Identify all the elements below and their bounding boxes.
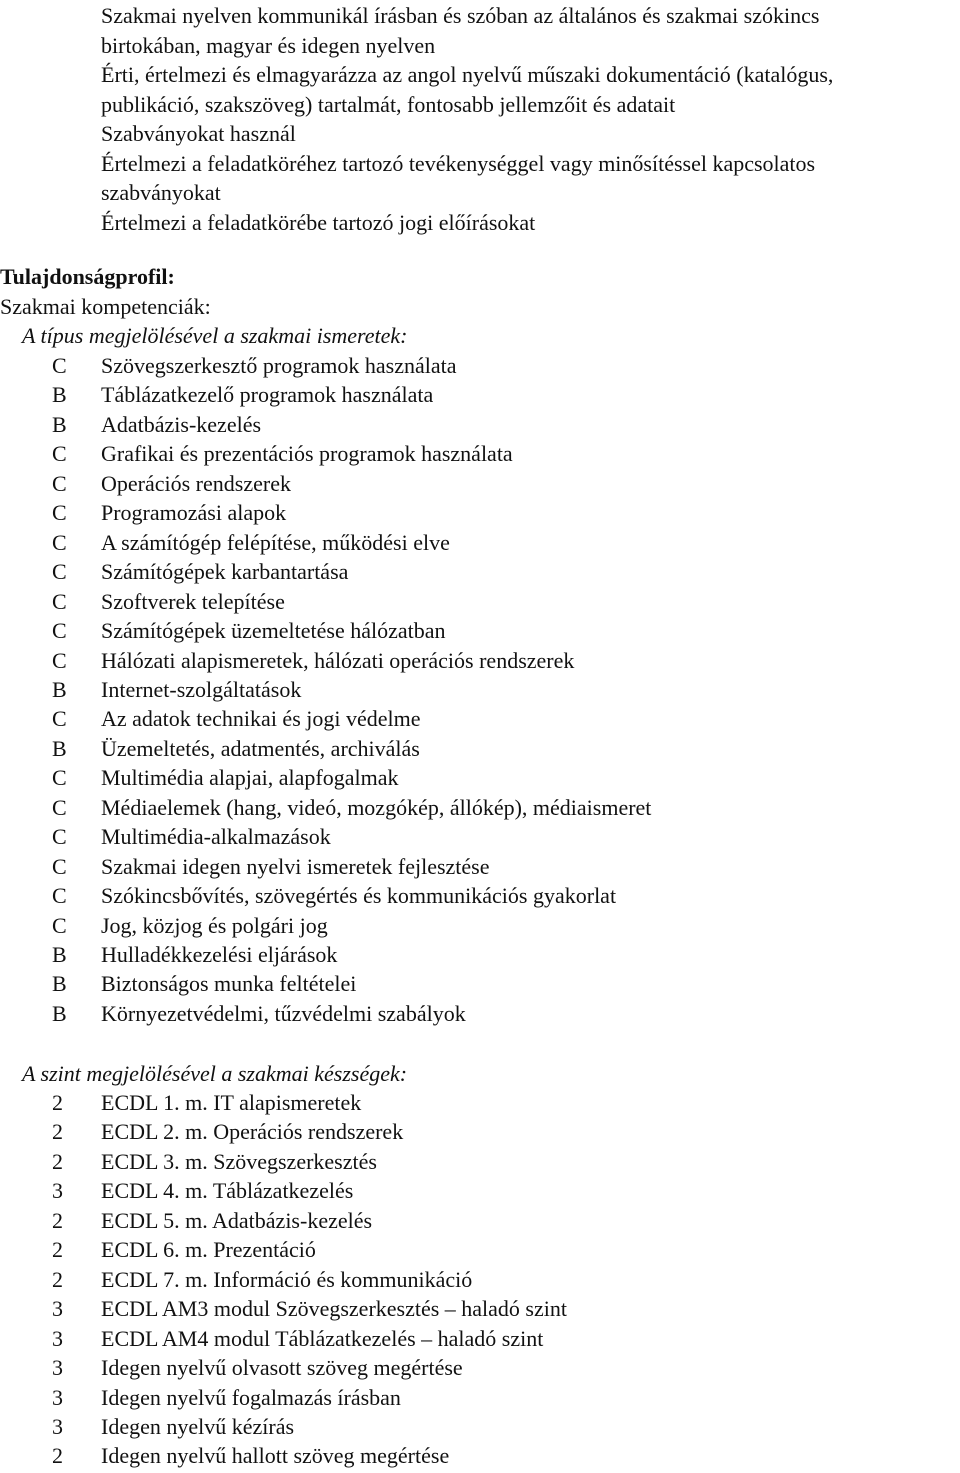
skill-item: ECDL 2. m. Operációs rendszerek	[101, 1119, 404, 1145]
knowledge-type-code: C	[52, 647, 67, 673]
knowledge-item: Multimédia alapjai, alapfogalmak	[101, 765, 399, 791]
knowledge-item: Internet-szolgáltatások	[101, 676, 302, 702]
knowledge-item: Táblázatkezelő programok használata	[101, 382, 434, 408]
skill-item: Idegen nyelvű olvasott szöveg megértése	[101, 1355, 463, 1381]
knowledge-item: Médiaelemek (hang, videó, mozgókép, állókép), médiaismeret	[101, 794, 652, 820]
knowledge-type-code: C	[52, 883, 67, 909]
knowledge-type-code: C	[52, 912, 67, 938]
skill-item: Idegen nyelvű hallott szöveg megértése	[101, 1443, 450, 1469]
skill-item: ECDL 5. m. Adatbázis-kezelés	[101, 1207, 373, 1233]
knowledge-item: Adatbázis-kezelés	[101, 411, 262, 437]
skill-level: 2	[52, 1148, 63, 1174]
knowledge-type-code: C	[52, 500, 67, 526]
knowledge-item: Hálózati alapismeretek, hálózati operációs rendszerek	[101, 647, 575, 673]
profile-heading: Tulajdonságprofil:	[0, 264, 175, 289]
skill-level: 2	[52, 1266, 63, 1292]
knowledge-item: Hulladékkezelési eljárások	[101, 942, 338, 967]
knowledge-type-code: C	[52, 765, 67, 791]
knowledge-item: Szókincsbővítés, szövegértés és kommunikációs gyakorlat	[101, 883, 617, 909]
knowledge-item: Az adatok technikai és jogi védelme	[101, 706, 421, 732]
skill-item: Idegen nyelvű kézírás	[101, 1413, 295, 1439]
knowledge-item: Grafikai és prezentációs programok használata	[101, 441, 513, 467]
skill-item: Idegen nyelvű fogalmazás írásban	[101, 1384, 401, 1410]
skill-level: 3	[52, 1296, 63, 1322]
knowledge-type-code: C	[52, 706, 67, 732]
knowledge-type-code: B	[52, 382, 67, 408]
knowledge-type-code: C	[52, 618, 67, 644]
knowledge-item: Szövegszerkesztő programok használata	[101, 353, 457, 378]
skill-level: 3	[52, 1178, 63, 1204]
intro-line: Érti, értelmezi és elmagyarázza az angol nyelvű műszaki dokumentáció (katalógus,	[101, 62, 834, 87]
knowledge-type-code: C	[52, 824, 67, 850]
intro-line: Szakmai nyelven kommunikál írásban és szóban az általános és szakmai szókincs	[101, 3, 820, 28]
intro-line: Értelmezi a feladatkörébe tartozó jogi előírásokat	[101, 209, 536, 235]
skill-level: 2	[52, 1090, 63, 1115]
intro-line: Szabványokat használ	[101, 121, 296, 146]
skill-level: 2	[52, 1237, 63, 1263]
knowledge-type-code: C	[52, 529, 67, 555]
knowledge-type-code: C	[52, 559, 67, 585]
intro-line: szabványokat	[101, 180, 221, 205]
knowledge-item: Programozási alapok	[101, 500, 287, 526]
knowledge-type-code: C	[52, 853, 67, 879]
knowledge-type-code: B	[52, 735, 67, 761]
knowledge-item: Biztonságos munka feltételei	[101, 971, 357, 997]
knowledge-type-code: C	[52, 588, 67, 614]
knowledge-type-code: B	[52, 411, 67, 437]
knowledge-type-code: B	[52, 971, 67, 997]
knowledge-type-code: B	[52, 1000, 67, 1026]
intro-line: birtokában, magyar és idegen nyelven	[101, 32, 436, 58]
skill-level: 2	[52, 1119, 63, 1145]
knowledge-item: A számítógép felépítése, működési elve	[101, 529, 450, 555]
skill-level: 3	[52, 1413, 63, 1439]
intro-line: Értelmezi a feladatköréhez tartozó tevékenységgel vagy minősítéssel kapcsolatos	[101, 150, 816, 176]
skill-level: 3	[52, 1384, 63, 1410]
skill-item: ECDL AM3 modul Szövegszerkesztés – haladó szint	[101, 1296, 567, 1322]
knowledge-type-code: B	[52, 942, 67, 967]
knowledge-item: Üzemeltetés, adatmentés, archiválás	[101, 735, 420, 761]
skill-level: 3	[52, 1355, 63, 1381]
skills-heading: A szint megjelölésével a szakmai készségek:	[22, 1061, 408, 1086]
knowledge-type-code: B	[52, 676, 67, 702]
skill-item: ECDL 6. m. Prezentáció	[101, 1237, 316, 1263]
skill-item: ECDL 4. m. Táblázatkezelés	[101, 1178, 354, 1204]
skill-item: ECDL 7. m. Információ és kommunikáció	[101, 1266, 473, 1292]
intro-line: publikáció, szakszöveg) tartalmát, fontosabb jellemzőit és adatait	[101, 91, 676, 117]
knowledge-item: Számítógépek karbantartása	[101, 559, 349, 585]
skill-level: 2	[52, 1443, 63, 1469]
knowledge-type-code: C	[52, 441, 67, 467]
knowledge-heading: A típus megjelölésével a szakmai ismeretek:	[22, 323, 408, 348]
knowledge-item: Szoftverek telepítése	[101, 588, 285, 614]
knowledge-type-code: C	[52, 470, 67, 496]
knowledge-item: Multimédia-alkalmazások	[101, 824, 331, 850]
knowledge-type-code: C	[52, 353, 67, 378]
knowledge-item: Szakmai idegen nyelvi ismeretek fejlesztése	[101, 853, 490, 879]
knowledge-item: Környezetvédelmi, tűzvédelmi szabályok	[101, 1000, 466, 1026]
competencies-label: Szakmai kompetenciák:	[0, 294, 211, 319]
knowledge-type-code: C	[52, 794, 67, 820]
skill-level: 3	[52, 1325, 63, 1351]
knowledge-item: Operációs rendszerek	[101, 470, 291, 496]
skill-item: ECDL 1. m. IT alapismeretek	[101, 1090, 362, 1115]
skill-level: 2	[52, 1207, 63, 1233]
knowledge-item: Számítógépek üzemeltetése hálózatban	[101, 618, 446, 644]
skill-item: ECDL 3. m. Szövegszerkesztés	[101, 1148, 377, 1174]
knowledge-item: Jog, közjog és polgári jog	[101, 912, 328, 938]
skill-item: ECDL AM4 modul Táblázatkezelés – haladó szint	[101, 1325, 544, 1351]
